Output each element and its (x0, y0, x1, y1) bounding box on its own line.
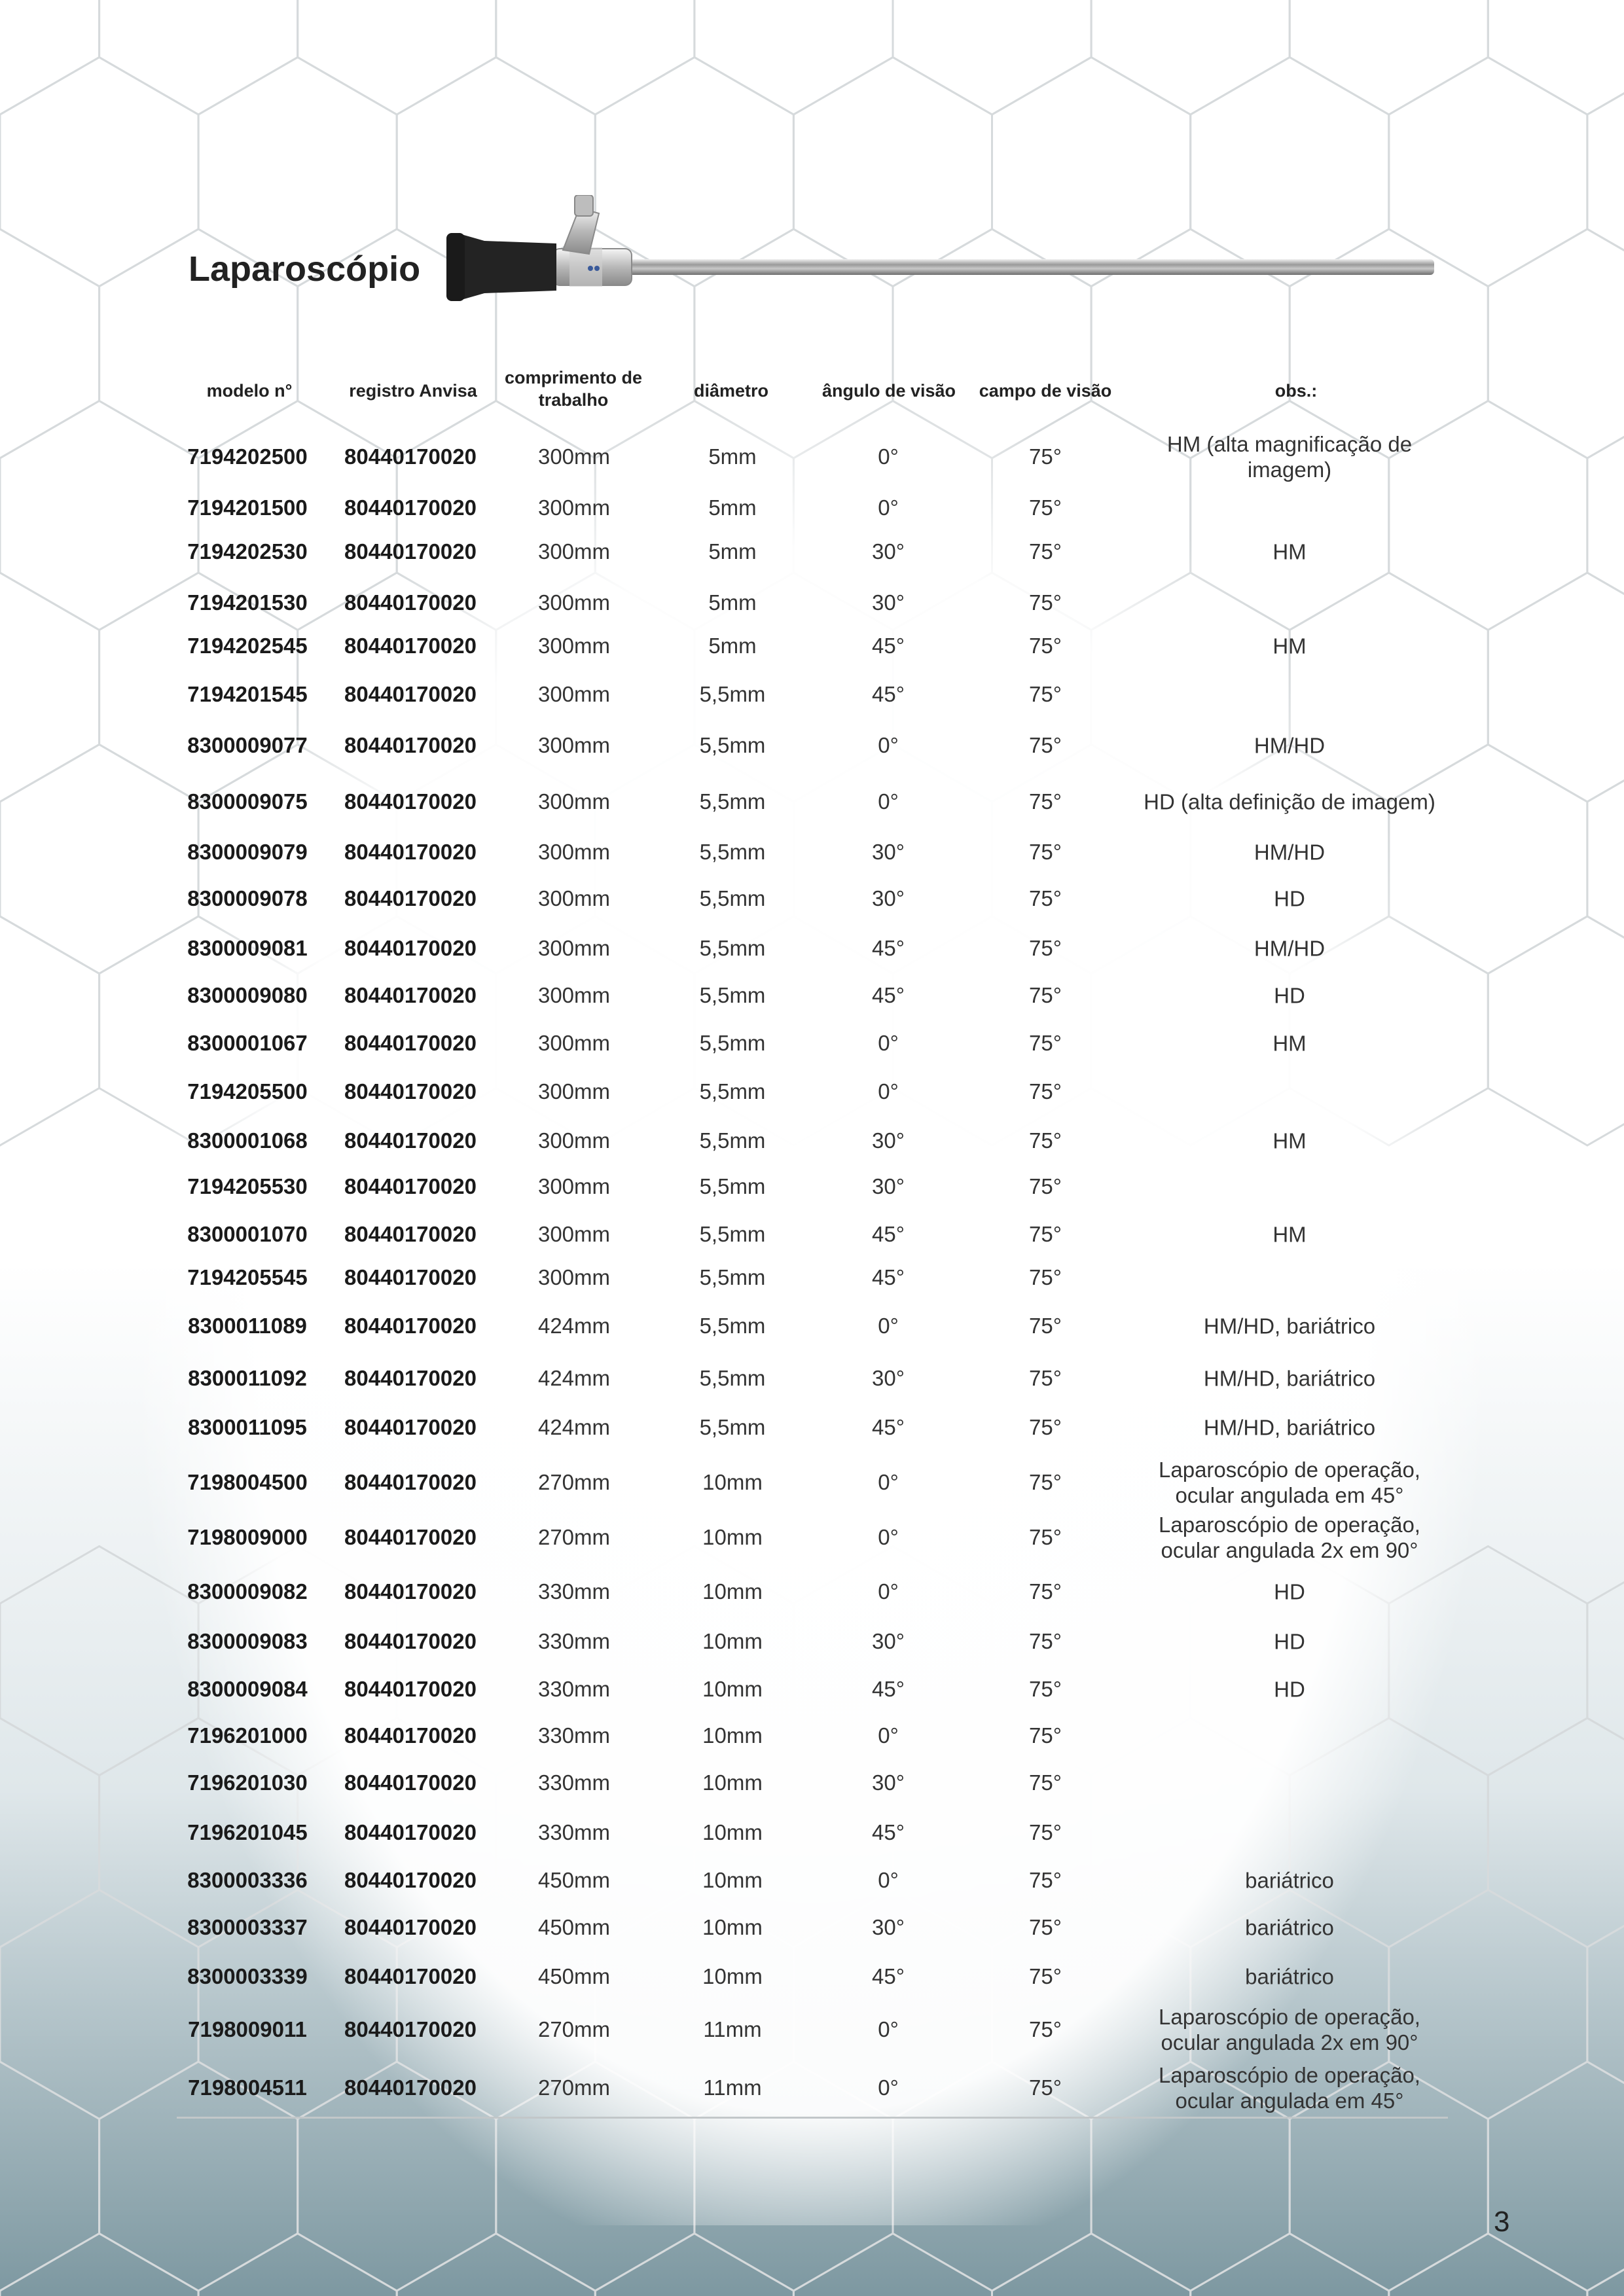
cell-comprimento: 270mm (537, 2075, 611, 2100)
cell-comprimento: 300mm (537, 634, 611, 658)
cell-modelo: 7196201030 (187, 1770, 308, 1795)
cell-comprimento: 424mm (537, 1366, 611, 1390)
cell-modelo: 7198009000 (187, 1525, 308, 1549)
cell-angulo: 0° (878, 444, 899, 469)
cell-comprimento: 300mm (537, 1174, 611, 1198)
cell-modelo: 7194201500 (187, 495, 308, 520)
cell-angulo: 30° (872, 1174, 905, 1198)
cell-registro: 80440170020 (344, 1314, 477, 1338)
header-comprimento: comprimento de trabalho (504, 368, 643, 410)
cell-diametro: 5mm (708, 634, 757, 658)
cell-comprimento: 270mm (537, 1525, 611, 1549)
cell-campo: 75° (1029, 1964, 1062, 1988)
cell-obs: Laparoscópio de operação, ocular angulada em 45° (1159, 2063, 1420, 2113)
cell-comprimento: 270mm (537, 1470, 611, 1494)
cell-angulo: 45° (872, 936, 905, 960)
cell-obs: Laparoscópio de operação, ocular angulada em 45° (1159, 1458, 1420, 1507)
cell-registro: 80440170020 (344, 2075, 477, 2100)
cell-modelo: 7198004511 (188, 2075, 307, 2100)
laparoscope-image (439, 195, 1447, 317)
cell-obs: Laparoscópio de operação, ocular angulada 2x em 90° (1159, 2005, 1420, 2054)
cell-campo: 75° (1029, 936, 1062, 960)
cell-comprimento: 270mm (537, 2017, 611, 2041)
cell-modelo: 8300009079 (187, 840, 308, 864)
cell-angulo: 0° (878, 1579, 899, 1604)
cell-campo: 75° (1029, 539, 1062, 564)
cell-angulo: 30° (872, 1366, 905, 1390)
cell-diametro: 5,5mm (699, 733, 766, 757)
cell-campo: 75° (1029, 1174, 1062, 1198)
cell-angulo: 30° (872, 886, 905, 910)
cell-diametro: 5,5mm (699, 682, 766, 706)
cell-comprimento: 450mm (537, 1964, 611, 1988)
cell-diametro: 5,5mm (699, 886, 766, 910)
cell-comprimento: 300mm (537, 936, 611, 960)
cell-obs: HM/HD, bariátrico (1203, 1415, 1376, 1440)
cell-registro: 80440170020 (344, 590, 477, 615)
cell-campo: 75° (1029, 1677, 1062, 1701)
header-diametro: diâmetro (693, 381, 769, 401)
cell-campo: 75° (1029, 1265, 1062, 1289)
cell-campo: 75° (1029, 634, 1062, 658)
cell-campo: 75° (1029, 1415, 1062, 1439)
cell-campo: 75° (1029, 1314, 1062, 1338)
cell-diametro: 5,5mm (699, 1366, 766, 1390)
cell-modelo: 8300001070 (187, 1222, 308, 1246)
cell-diametro: 5,5mm (699, 1265, 766, 1289)
cell-comprimento: 300mm (537, 840, 611, 864)
cell-comprimento: 300mm (537, 1128, 611, 1153)
cell-diametro: 5mm (708, 539, 757, 564)
cell-diametro: 10mm (702, 1677, 763, 1701)
cell-campo: 75° (1029, 1525, 1062, 1549)
cell-angulo: 45° (872, 1677, 905, 1701)
cell-modelo: 7194202530 (187, 539, 308, 564)
cell-registro: 80440170020 (344, 1820, 477, 1844)
cell-angulo: 30° (872, 539, 905, 564)
cell-comprimento: 300mm (537, 983, 611, 1007)
cell-comprimento: 300mm (537, 733, 611, 757)
cell-registro: 80440170020 (344, 1868, 477, 1892)
cell-comprimento: 300mm (537, 789, 611, 814)
cell-diametro: 10mm (702, 1820, 763, 1844)
cell-campo: 75° (1029, 840, 1062, 864)
cell-campo: 75° (1029, 682, 1062, 706)
cell-obs: HM/HD (1254, 733, 1326, 758)
cell-diametro: 10mm (702, 1964, 763, 1988)
cell-modelo: 8300009075 (187, 789, 308, 814)
cell-diametro: 5mm (708, 444, 757, 469)
cell-campo: 75° (1029, 1770, 1062, 1795)
cell-angulo: 45° (872, 682, 905, 706)
cell-diametro: 5,5mm (699, 1031, 766, 1055)
cell-angulo: 0° (878, 789, 899, 814)
cell-campo: 75° (1029, 886, 1062, 910)
cell-registro: 80440170020 (344, 1677, 477, 1701)
cell-modelo: 8300011092 (188, 1366, 307, 1390)
cell-obs: HD (1274, 1629, 1305, 1654)
cell-angulo: 0° (878, 1723, 899, 1748)
cell-obs: bariátrico (1245, 1915, 1334, 1940)
cell-campo: 75° (1029, 1079, 1062, 1103)
cell-campo: 75° (1029, 1579, 1062, 1604)
cell-modelo: 7194202500 (187, 444, 308, 469)
table-bottom-rule (177, 2117, 1448, 2119)
cell-comprimento: 330mm (537, 1579, 611, 1604)
cell-angulo: 45° (872, 634, 905, 658)
cell-angulo: 45° (872, 1222, 905, 1246)
cell-angulo: 45° (872, 1964, 905, 1988)
cell-obs: HM (1272, 634, 1307, 658)
cell-registro: 80440170020 (344, 733, 477, 757)
cell-modelo: 7196201045 (187, 1820, 308, 1844)
cell-diametro: 11mm (703, 2017, 762, 2041)
cell-modelo: 8300003339 (187, 1964, 308, 1988)
cell-diametro: 5,5mm (699, 1128, 766, 1153)
cell-campo: 75° (1029, 1470, 1062, 1494)
cell-campo: 75° (1029, 1128, 1062, 1153)
cell-obs: Laparoscópio de operação, ocular angulada 2x em 90° (1159, 1513, 1420, 1562)
cell-comprimento: 300mm (537, 539, 611, 564)
cell-comprimento: 300mm (537, 682, 611, 706)
cell-comprimento: 330mm (537, 1723, 611, 1748)
cell-registro: 80440170020 (344, 1222, 477, 1246)
page-title: Laparoscópio (189, 249, 421, 289)
cell-modelo: 8300009080 (187, 983, 308, 1007)
cell-diametro: 5,5mm (699, 1222, 766, 1246)
cell-obs: HM (1272, 1222, 1307, 1247)
table-header (0, 367, 1624, 419)
cell-registro: 80440170020 (344, 539, 477, 564)
cell-registro: 80440170020 (344, 1723, 477, 1748)
cell-registro: 80440170020 (344, 682, 477, 706)
cell-angulo: 45° (872, 983, 905, 1007)
cell-angulo: 0° (878, 1079, 899, 1103)
cell-obs: HD (alta definição de imagem) (1144, 789, 1435, 814)
cell-registro: 80440170020 (344, 1031, 477, 1055)
cell-comprimento: 300mm (537, 886, 611, 910)
cell-comprimento: 450mm (537, 1868, 611, 1892)
cell-diametro: 11mm (703, 2075, 762, 2100)
cell-registro: 80440170020 (344, 2017, 477, 2041)
cell-diametro: 10mm (702, 1579, 763, 1604)
cell-angulo: 30° (872, 840, 905, 864)
cell-comprimento: 330mm (537, 1770, 611, 1795)
cell-obs: bariátrico (1245, 1868, 1334, 1893)
page-number: 3 (1494, 2206, 1510, 2238)
cell-comprimento: 300mm (537, 590, 611, 615)
cell-campo: 75° (1029, 1915, 1062, 1939)
cell-registro: 80440170020 (344, 1915, 477, 1939)
cell-registro: 80440170020 (344, 1770, 477, 1795)
cell-obs: HD (1274, 886, 1305, 911)
cell-diametro: 5,5mm (699, 936, 766, 960)
cell-campo: 75° (1029, 1868, 1062, 1892)
cell-diametro: 10mm (702, 1915, 763, 1939)
cell-obs: HD (1274, 1579, 1305, 1604)
cell-campo: 75° (1029, 1222, 1062, 1246)
cell-diametro: 5,5mm (699, 789, 766, 814)
cell-comprimento: 330mm (537, 1629, 611, 1653)
cell-registro: 80440170020 (344, 1629, 477, 1653)
cell-campo: 75° (1029, 1723, 1062, 1748)
cell-comprimento: 330mm (537, 1677, 611, 1701)
cell-comprimento: 300mm (537, 1265, 611, 1289)
header-registro: registro Anvisa (349, 381, 477, 401)
cell-angulo: 30° (872, 1629, 905, 1653)
cell-modelo: 8300003336 (187, 1868, 308, 1892)
cell-campo: 75° (1029, 1820, 1062, 1844)
cell-modelo: 8300011095 (188, 1415, 307, 1439)
cell-diametro: 5,5mm (699, 1415, 766, 1439)
cell-angulo: 45° (872, 1265, 905, 1289)
header-modelo: modelo n° (206, 381, 293, 401)
cell-modelo: 7196201000 (187, 1723, 308, 1748)
cell-modelo: 7194201530 (187, 590, 308, 615)
cell-modelo: 8300003337 (187, 1915, 308, 1939)
cell-registro: 80440170020 (344, 886, 477, 910)
cell-angulo: 0° (878, 2075, 899, 2100)
cell-comprimento: 300mm (537, 444, 611, 469)
cell-campo: 75° (1029, 789, 1062, 814)
cell-angulo: 45° (872, 1820, 905, 1844)
cell-registro: 80440170020 (344, 840, 477, 864)
header-angulo: ângulo de visão (821, 381, 956, 401)
cell-diametro: 5,5mm (699, 1314, 766, 1338)
cell-diametro: 10mm (702, 1770, 763, 1795)
cell-comprimento: 300mm (537, 495, 611, 520)
cell-campo: 75° (1029, 444, 1062, 469)
cell-diametro: 5,5mm (699, 1174, 766, 1198)
cell-registro: 80440170020 (344, 983, 477, 1007)
header-campo: campo de visão (979, 381, 1112, 401)
cell-angulo: 0° (878, 1868, 899, 1892)
cell-modelo: 7194205530 (187, 1174, 308, 1198)
cell-diametro: 5,5mm (699, 983, 766, 1007)
cell-obs: HM (1272, 1031, 1307, 1056)
cell-obs: HM/HD (1254, 840, 1326, 865)
cell-diametro: 5,5mm (699, 1079, 766, 1103)
cell-obs: HM (alta magnificação de imagem) (1166, 432, 1413, 482)
cell-diametro: 10mm (702, 1723, 763, 1748)
cell-campo: 75° (1029, 495, 1062, 520)
cell-obs: HD (1274, 1677, 1305, 1702)
cell-campo: 75° (1029, 590, 1062, 615)
cell-modelo: 7194205500 (187, 1079, 308, 1103)
cell-angulo: 0° (878, 2017, 899, 2041)
cell-comprimento: 300mm (537, 1031, 611, 1055)
cell-angulo: 0° (878, 1031, 899, 1055)
cell-registro: 80440170020 (344, 1128, 477, 1153)
cell-diametro: 10mm (702, 1629, 763, 1653)
cell-obs: HM (1272, 1128, 1307, 1153)
cell-campo: 75° (1029, 1629, 1062, 1653)
cell-comprimento: 330mm (537, 1820, 611, 1844)
cell-angulo: 30° (872, 1770, 905, 1795)
cell-modelo: 7194202545 (187, 634, 308, 658)
cell-registro: 80440170020 (344, 1525, 477, 1549)
cell-campo: 75° (1029, 733, 1062, 757)
cell-registro: 80440170020 (344, 1265, 477, 1289)
cell-modelo: 7198004500 (187, 1470, 308, 1494)
cell-modelo: 7194201545 (187, 682, 308, 706)
cell-angulo: 0° (878, 1525, 899, 1549)
cell-campo: 75° (1029, 1031, 1062, 1055)
cell-comprimento: 300mm (537, 1079, 611, 1103)
cell-obs: HM/HD, bariátrico (1203, 1366, 1376, 1391)
cell-modelo: 8300009078 (187, 886, 308, 910)
cell-angulo: 0° (878, 495, 899, 520)
cell-obs: HD (1274, 983, 1305, 1008)
cell-comprimento: 300mm (537, 1222, 611, 1246)
cell-modelo: 8300001067 (187, 1031, 308, 1055)
cell-diametro: 5mm (708, 590, 757, 615)
cell-obs: HM/HD (1254, 936, 1326, 961)
cell-modelo: 8300009081 (187, 936, 308, 960)
cell-obs: bariátrico (1245, 1964, 1334, 1989)
cell-registro: 80440170020 (344, 444, 477, 469)
cell-registro: 80440170020 (344, 1579, 477, 1604)
cell-modelo: 8300009083 (187, 1629, 308, 1653)
cell-modelo: 7194205545 (187, 1265, 308, 1289)
header-obs: obs.: (1274, 381, 1318, 401)
cell-angulo: 0° (878, 1314, 899, 1338)
cell-registro: 80440170020 (344, 789, 477, 814)
cell-registro: 80440170020 (344, 1174, 477, 1198)
cell-registro: 80440170020 (344, 1366, 477, 1390)
cell-angulo: 30° (872, 1128, 905, 1153)
cell-modelo: 8300001068 (187, 1128, 308, 1153)
cell-registro: 80440170020 (344, 1964, 477, 1988)
cell-campo: 75° (1029, 983, 1062, 1007)
cell-registro: 80440170020 (344, 1415, 477, 1439)
cell-registro: 80440170020 (344, 936, 477, 960)
cell-diametro: 10mm (702, 1525, 763, 1549)
cell-modelo: 8300011089 (188, 1314, 307, 1338)
cell-comprimento: 424mm (537, 1314, 611, 1338)
cell-angulo: 0° (878, 733, 899, 757)
cell-diametro: 10mm (702, 1470, 763, 1494)
cell-comprimento: 450mm (537, 1915, 611, 1939)
cell-modelo: 8300009082 (187, 1579, 308, 1604)
cell-angulo: 30° (872, 590, 905, 615)
cell-modelo: 8300009084 (187, 1677, 308, 1701)
cell-comprimento: 424mm (537, 1415, 611, 1439)
cell-diametro: 5,5mm (699, 840, 766, 864)
cell-angulo: 0° (878, 1470, 899, 1494)
cell-campo: 75° (1029, 2017, 1062, 2041)
cell-registro: 80440170020 (344, 634, 477, 658)
cell-modelo: 7198009011 (188, 2017, 307, 2041)
cell-angulo: 45° (872, 1415, 905, 1439)
cell-campo: 75° (1029, 1366, 1062, 1390)
cell-diametro: 10mm (702, 1868, 763, 1892)
cell-diametro: 5mm (708, 495, 757, 520)
cell-registro: 80440170020 (344, 1079, 477, 1103)
cell-angulo: 30° (872, 1915, 905, 1939)
cell-registro: 80440170020 (344, 1470, 477, 1494)
cell-obs: HM (1272, 539, 1307, 564)
cell-obs: HM/HD, bariátrico (1203, 1314, 1376, 1338)
cell-campo: 75° (1029, 2075, 1062, 2100)
cell-modelo: 8300009077 (187, 733, 308, 757)
cell-registro: 80440170020 (344, 495, 477, 520)
